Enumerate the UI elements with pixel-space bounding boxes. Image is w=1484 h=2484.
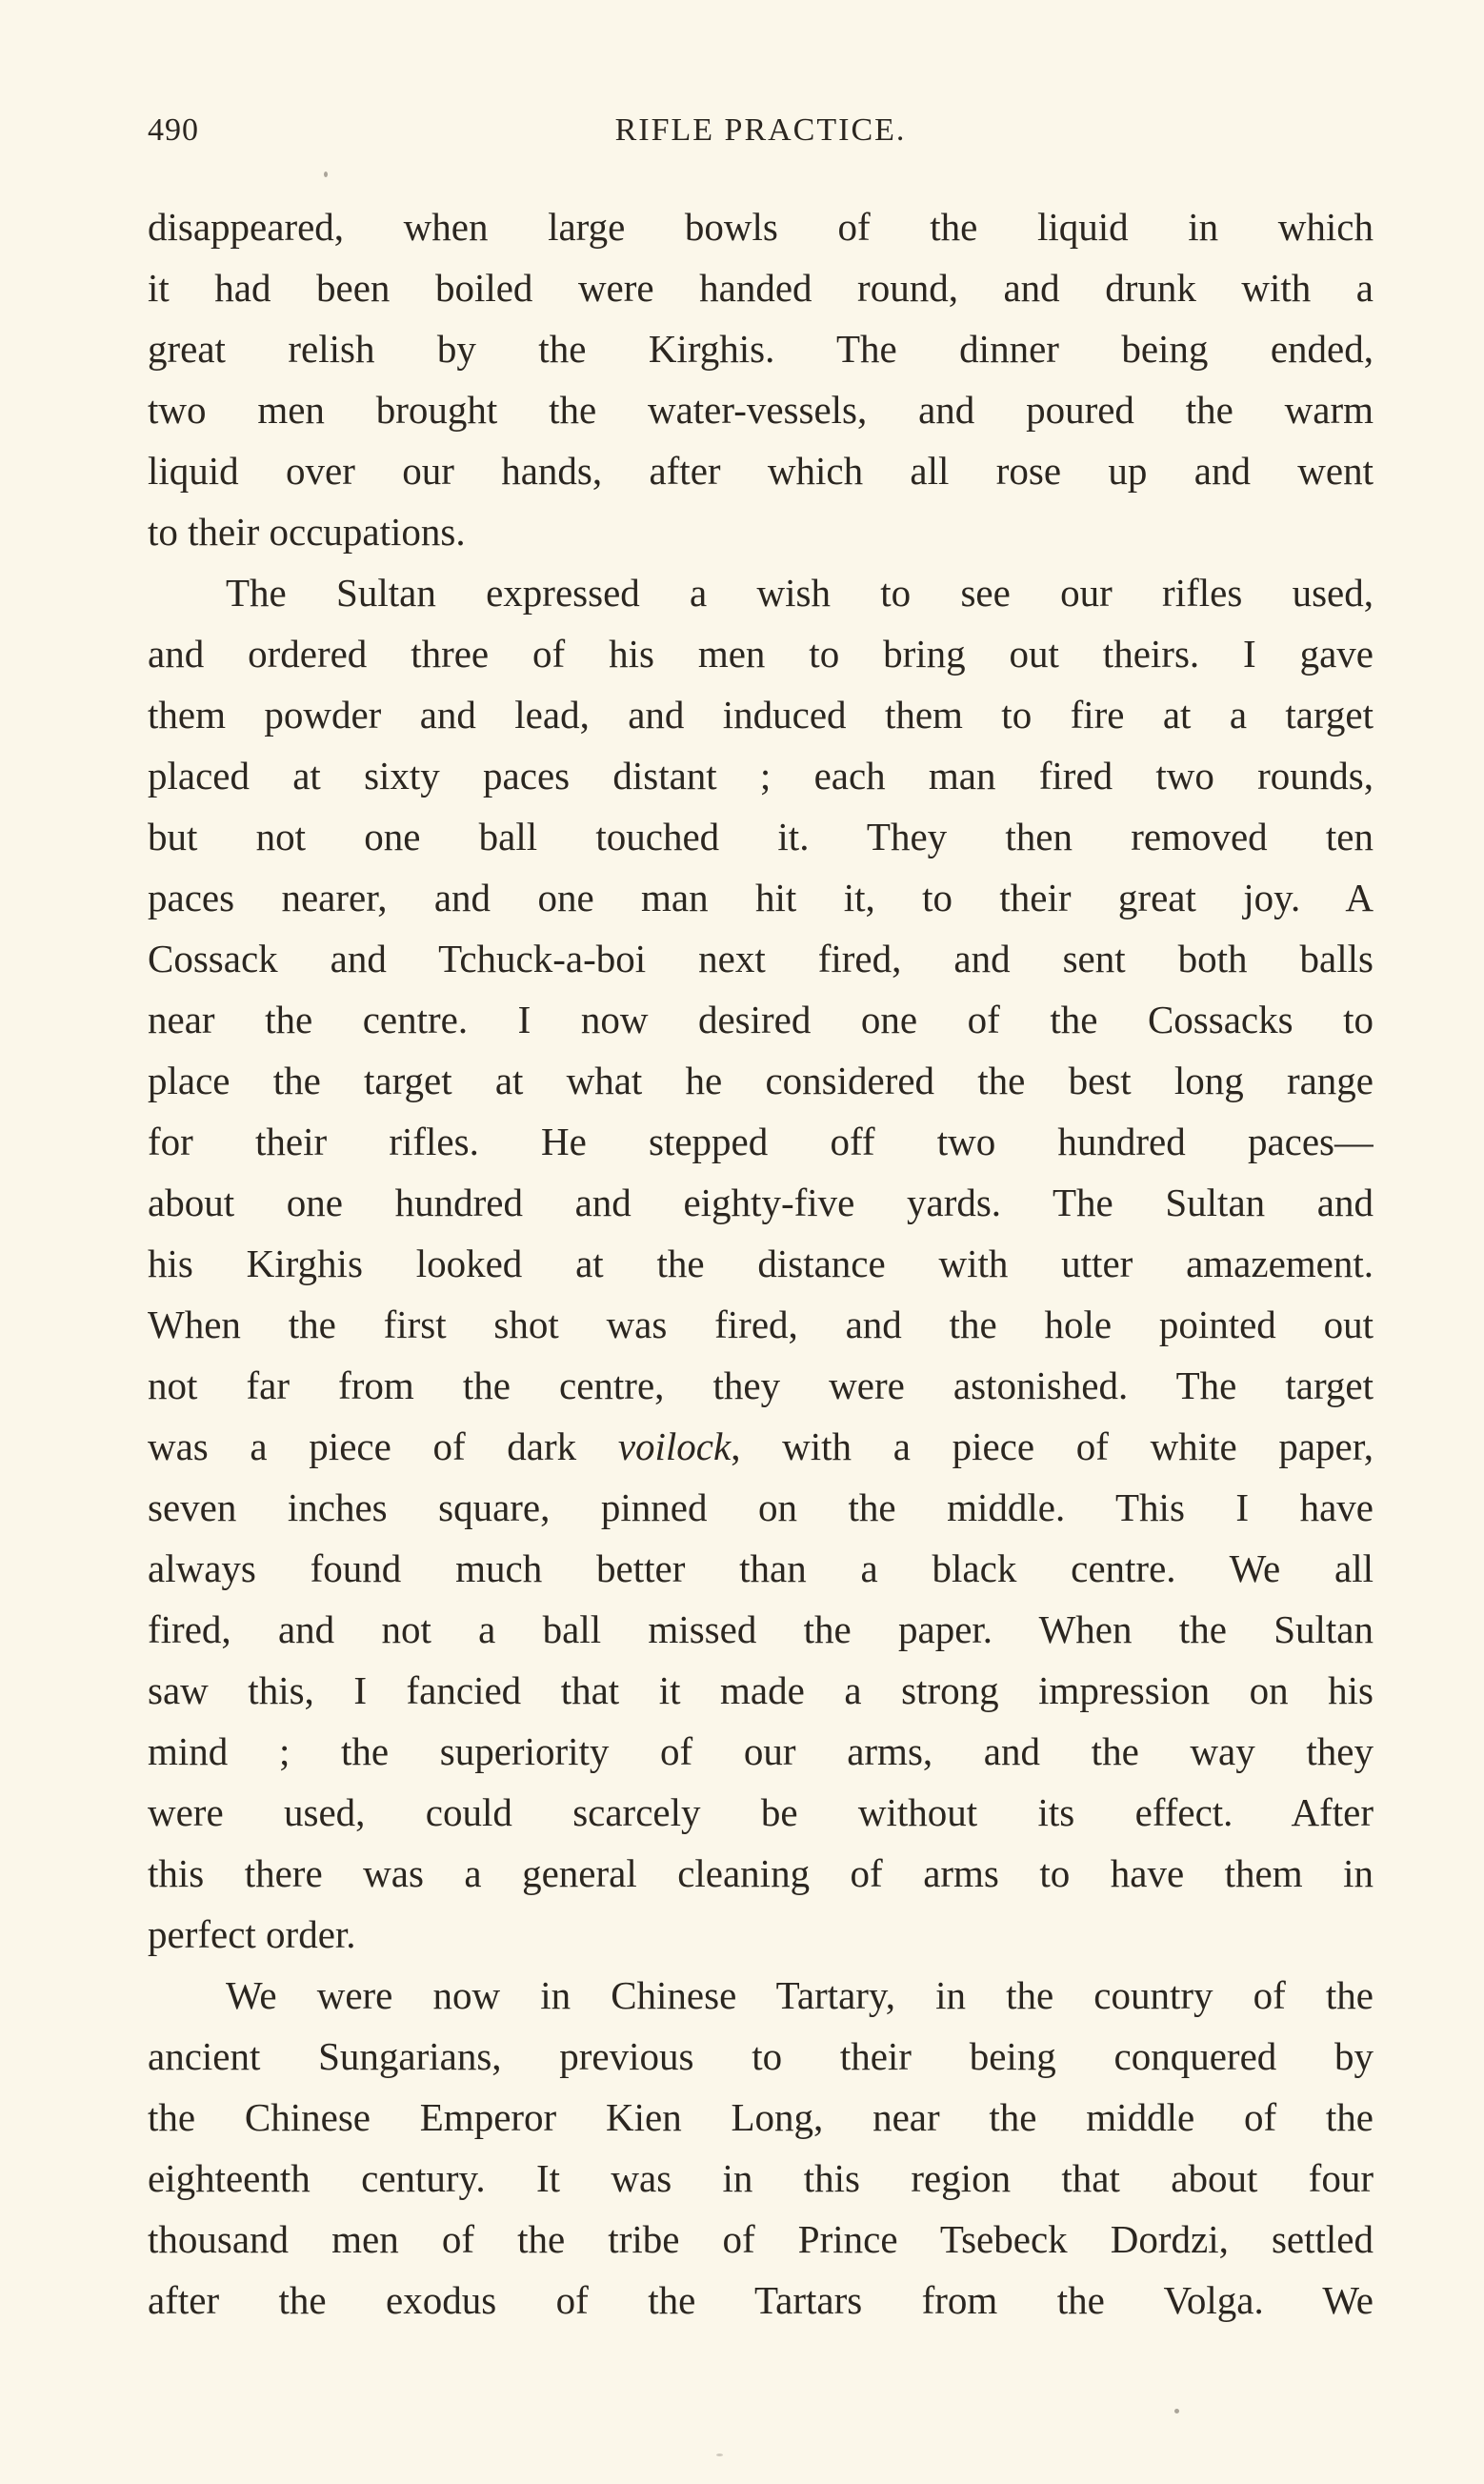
text-line: Cossack and Tchuck-a-boi next fired, and sent both balls [148,937,1374,980]
text-line: and ordered three of his men to bring out theirs. I gave [148,632,1374,676]
text-line: not far from the centre, they were astonished. The target [148,1363,1374,1407]
text-line: for their rifles. He stepped off two hundred paces— [148,1120,1374,1163]
text-line: it had been boiled were handed round, and drunk with a [148,266,1374,310]
text-line: the Chinese Emperor Kien Long, near the middle of the [148,2095,1374,2139]
running-head [148,112,1374,158]
line-segment: , with a piece of white paper, [731,1424,1374,1468]
text-line: seven inches square, pinned on the middle. This I have [148,1485,1374,1529]
speck-mark [716,2454,723,2456]
text-line: but not one ball touched it. They then removed ten [148,815,1374,858]
text-line: after the exodus of the Tartars from the Volga. We [148,2278,1374,2322]
text-line: We were now in Chinese Tartary, in the country of the [226,1973,1374,2017]
text-line: them powder and lead, and induced them to fire at a target [148,693,1374,737]
text-line: disappeared, when large bowls of the liquid in which [148,205,1374,249]
text-line: his Kirghis looked at the distance with utter amazement. [148,1242,1374,1285]
text-line: this there was a general cleaning of arms to have them in [148,1851,1374,1895]
text-line: always found much better than a black centre. We all [148,1546,1374,1590]
body-text [148,196,1374,2331]
text-line: mind ; the superiority of our arms, and the way they [148,1729,1374,1773]
text-line: paces nearer, and one man hit it, to their great joy. A [148,876,1374,919]
text-line: ancient Sungarians, previous to their being conquered by [148,2034,1374,2078]
text-line: eighteenth century. It was in this region that about four [148,2156,1374,2200]
text-line: liquid over our hands, after which all rose up and went [148,449,1374,493]
text-line: When the first shot was fired, and the hole pointed out [148,1303,1374,1346]
text-line: perfect order. [148,1912,356,1956]
text-line-with-italic [148,1416,1374,1477]
italic-term: voilock [617,1424,732,1468]
text-line: two men brought the water-vessels, and poured the warm [148,388,1374,432]
running-title: RIFLE PRACTICE. [614,112,907,148]
text-line: were used, could scarcely be without its effect. After [148,1790,1374,1834]
page-number: 490 [148,112,199,148]
text-line: placed at sixty paces distant ; each man fired two rounds, [148,754,1374,798]
text-line: thousand men of the tribe of Prince Tsebeck Dordzi, settled [148,2217,1374,2261]
text-line: The Sultan expressed a wish to see our rifles used, [226,571,1374,615]
text-line: near the centre. I now desired one of the Cossacks to [148,998,1374,1041]
text-line: place the target at what he considered the best long range [148,1059,1374,1102]
text-line: about one hundred and eighty-five yards. The Sultan and [148,1181,1374,1224]
text-line: great relish by the Kirghis. The dinner being ended, [148,327,1374,371]
speck-mark [324,172,328,177]
text-line: saw this, I fancied that it made a strong impression on his [148,1668,1374,1712]
text-line: to their occupations. [148,510,466,554]
speck-mark [1174,2409,1179,2413]
text-line: fired, and not a ball missed the paper. When the Sultan [148,1607,1374,1651]
line-segment: was a piece of dark [148,1424,618,1468]
